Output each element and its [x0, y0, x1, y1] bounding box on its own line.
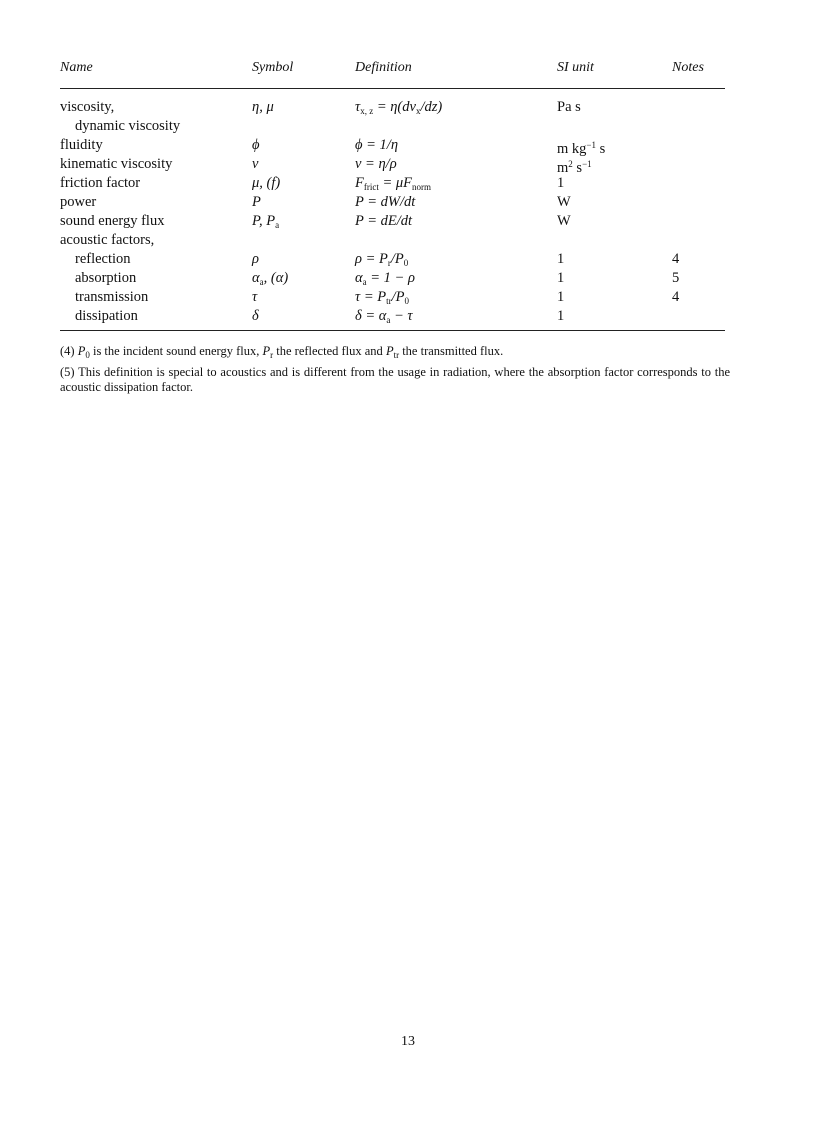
cell-name: fluidity — [60, 137, 103, 153]
cell-definition: $\delta = \alpha_a - \tau$ — [355, 308, 413, 325]
cell-name: viscosity, — [60, 99, 115, 115]
cell-definition: $\tau = P_{tr}/P_0$ — [355, 289, 409, 306]
cell-si-unit: Pa s — [557, 99, 581, 115]
table-row — [60, 117, 725, 136]
cell-definition: $F_{frict} = \mu F_{norm}$ — [355, 175, 432, 192]
table-row — [60, 193, 725, 212]
cell-si-unit: 1 — [557, 175, 565, 191]
cell-symbol: ν — [252, 156, 259, 172]
table-row — [60, 98, 725, 117]
cell-symbol: P, $P_a$ — [252, 213, 280, 230]
cell-si-unit: 1 — [557, 270, 565, 286]
cell-definition: $\rho = P_r/P_0$ — [355, 251, 409, 268]
cell-name: sound energy flux — [60, 213, 165, 229]
cell-definition: $\tau_{x, z} = \eta(dv_x/dz)$ — [355, 99, 443, 116]
cell-name: acoustic factors, — [60, 232, 155, 248]
header-notes: Notes — [672, 60, 704, 75]
header-symbol: Symbol — [252, 60, 294, 75]
cell-si-unit: 1 — [557, 289, 565, 305]
cell-symbol: $\alpha_a$, (α) — [252, 270, 289, 287]
footnotes — [60, 344, 730, 397]
cell-name: reflection — [75, 251, 131, 267]
cell-si-unit: W — [557, 213, 571, 229]
cell-name: kinematic viscosity — [60, 156, 173, 172]
cell-symbol: ϕ — [252, 137, 260, 153]
cell-si-unit: $m^2$ $s^{-1}$ — [557, 159, 592, 176]
table-top-rule — [60, 88, 725, 89]
table-body — [60, 98, 725, 326]
table-row — [60, 136, 725, 155]
cell-name: power — [60, 194, 97, 210]
table-row — [60, 155, 725, 174]
cell-si-unit: 1 — [557, 251, 565, 267]
cell-definition: P = dW/dt — [355, 194, 416, 210]
footnote-5: (5) This definition is special to acoustics and is different from the usage in radiation, where the absorption factor corresponds to the acoustic dissipation factor. — [60, 365, 730, 394]
cell-name: friction factor — [60, 175, 141, 191]
cell-symbol: τ — [252, 289, 258, 305]
cell-notes: 5 — [672, 270, 680, 286]
cell-name: absorption — [75, 270, 137, 286]
table-row — [60, 269, 725, 288]
cell-symbol: μ, (f) — [252, 175, 281, 191]
cell-definition: P = dE/dt — [355, 213, 413, 229]
cell-definition: ϕ = 1/η — [355, 137, 399, 153]
cell-si-unit: m $kg^{-1}$ s — [557, 140, 606, 157]
cell-symbol: δ — [252, 308, 259, 324]
cell-definition: $\alpha_a = 1 - \rho$ — [355, 270, 415, 287]
page-number: 13 — [401, 1034, 415, 1049]
table-row — [60, 174, 725, 193]
table-bottom-rule — [60, 330, 725, 331]
table-row — [60, 288, 725, 307]
cell-symbol: P — [252, 194, 261, 210]
footnote-4: (4) $P_0$ is the incident sound energy flux, $P_r$ the reflected flux and $P_{tr}$ the transmitted flux. — [60, 344, 504, 360]
cell-name: transmission — [75, 289, 149, 305]
cell-notes: 4 — [672, 251, 680, 267]
cell-notes: 4 — [672, 289, 680, 305]
cell-si-unit: 1 — [557, 308, 565, 324]
cell-definition: ν = η/ρ — [355, 156, 397, 172]
cell-symbol: η, μ — [252, 99, 274, 115]
header-definition: Definition — [355, 60, 412, 75]
table-row — [60, 212, 725, 231]
header-si-unit: SI unit — [557, 60, 594, 75]
cell-name: dynamic viscosity — [75, 118, 181, 134]
cell-si-unit: W — [557, 194, 571, 210]
table-header — [60, 60, 725, 80]
header-name: Name — [60, 60, 93, 75]
cell-name: dissipation — [75, 308, 138, 324]
cell-symbol: ρ — [252, 251, 259, 267]
table-row — [60, 250, 725, 269]
table-row — [60, 307, 725, 326]
table-row — [60, 231, 725, 250]
